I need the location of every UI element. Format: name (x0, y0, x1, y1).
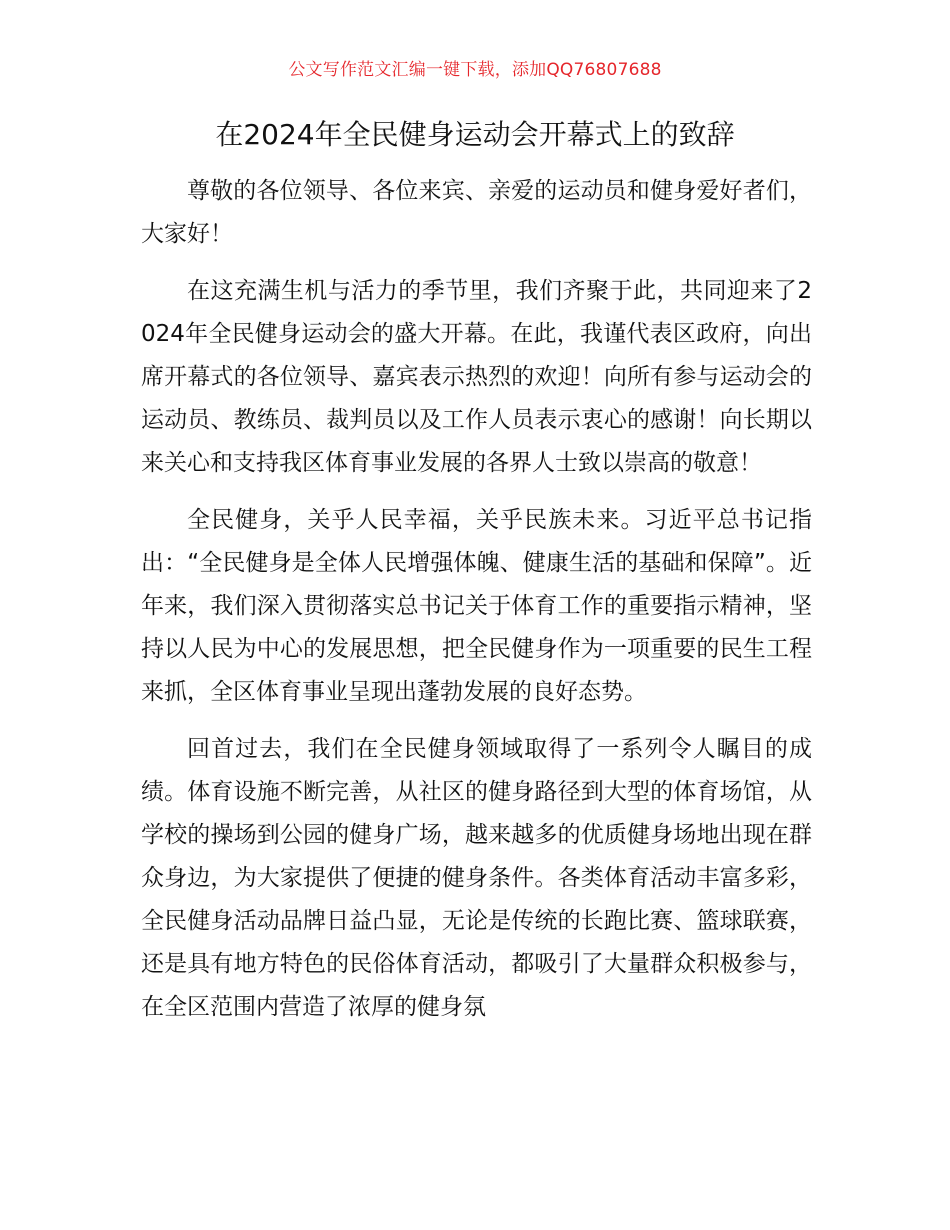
download-promo-note: 公文写作范文汇编一键下载，添加QQ76807688 (288, 60, 662, 80)
paragraph-achievements: 回首过去，我们在全民健身领域取得了一系列令人瞩目的成绩。体育设施不断完善，从社区的健身路径到大型的体育场馆，从学校的操场到公园的健身广场，越来越多的优质健身场地出现在群众身边，为大家提供了便捷的健身条件。各类体育活动丰富多彩，全民健身活动品牌日益凸显，无论是传统的长跑比赛、篮球联赛，还是具有地方特色的民俗体育活动，都吸引了大量群众积极参与，在全区范围内营造了浓厚的健身氛 (141, 736, 812, 1020)
document-title: 在2024年全民健身运动会开幕式上的致辞 (215, 118, 735, 151)
paragraph-welcome: 在这充满生机与活力的季节里，我们齐聚于此，共同迎来了2024年全民健身运动会的盛大开幕。在此，我谨代表区政府，向出席开幕式的各位领导、嘉宾表示热烈的欢迎！向所有参与运动会的运动员、教练员、裁判员以及工作人员表示衷心的感谢！向长期以来关心和支持我区体育事业发展的各界人士致以崇高的敬意！ (141, 278, 812, 476)
document-body (141, 170, 812, 1043)
paragraph-significance: 全民健身，关乎人民幸福，关乎民族未来。习近平总书记指出：“全民健身是全体人民增强体魄、健康生活的基础和保障”。近年来，我们深入贯彻落实总书记关于体育工作的重要指示精神，坚持以人民为中心的发展思想，把全民健身作为一项重要的民生工程来抓，全区体育事业呈现出蓬勃发展的良好态势。 (141, 507, 812, 705)
paragraph-greeting: 尊敬的各位领导、各位来宾、亲爱的运动员和健身爱好者们，大家好！ (141, 178, 812, 247)
